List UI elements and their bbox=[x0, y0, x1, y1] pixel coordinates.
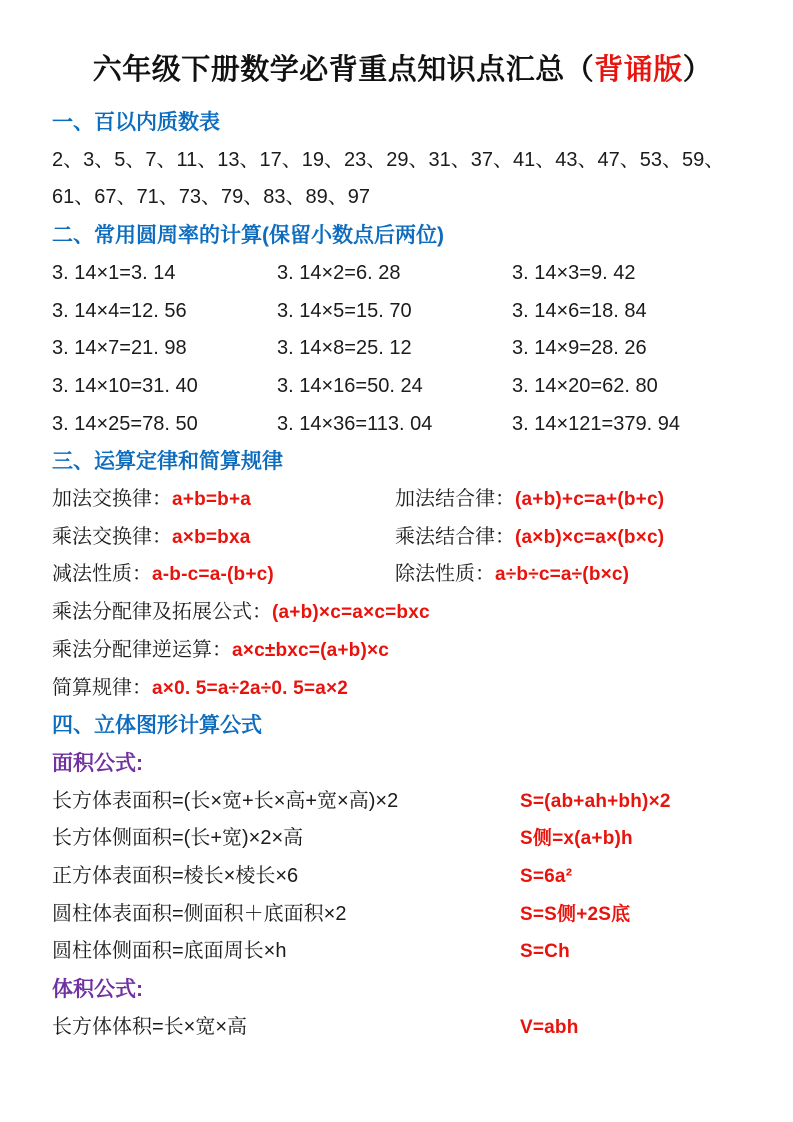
law-item bbox=[395, 519, 753, 557]
formula-cn: 长方体体积=长×宽×高 bbox=[52, 1015, 248, 1038]
law-row bbox=[52, 519, 753, 557]
pi-table bbox=[52, 255, 753, 444]
law-formula: a+b=b+a bbox=[172, 489, 252, 511]
pi-equation: 3. 14×5=15. 70 bbox=[277, 299, 412, 322]
law-row bbox=[52, 556, 753, 594]
section-3-heading: 三、运算定律和简算规律 bbox=[52, 450, 283, 474]
primes-line-2: 61、67、71、73、79、83、89、97 bbox=[52, 186, 370, 209]
law-row bbox=[52, 481, 753, 519]
law-label: 简算规律： bbox=[52, 676, 152, 699]
law-item bbox=[395, 556, 753, 594]
law-row bbox=[52, 632, 753, 670]
pi-equation: 3. 14×6=18. 84 bbox=[512, 299, 647, 322]
law-row bbox=[52, 670, 753, 708]
pi-equation: 3. 14×9=28. 26 bbox=[512, 337, 647, 360]
title-highlight: 背诵版 bbox=[594, 54, 683, 86]
pi-equation: 3. 14×20=62. 80 bbox=[512, 374, 658, 397]
law-label: 乘法结合律： bbox=[395, 525, 515, 548]
formula-cn: 正方体表面积=棱长×棱长×6 bbox=[52, 865, 299, 888]
formula-symbolic: S=(ab+ah+bh)×2 bbox=[520, 790, 671, 812]
law-row bbox=[52, 594, 753, 632]
formula-row bbox=[52, 820, 753, 858]
title-paren-close: ） bbox=[682, 54, 713, 86]
law-label: 加法交换律： bbox=[52, 488, 172, 511]
formula-symbolic: S=6a² bbox=[520, 866, 573, 888]
law-item bbox=[52, 519, 395, 557]
title-paren-open: （ bbox=[564, 54, 595, 86]
area-formulas-subheading: 面积公式: bbox=[52, 751, 143, 775]
law-label: 加法结合律： bbox=[395, 488, 515, 511]
law-label: 乘法分配律及拓展公式： bbox=[52, 601, 272, 624]
pi-equation: 3. 14×2=6. 28 bbox=[277, 261, 401, 284]
pi-equation: 3. 14×16=50. 24 bbox=[277, 374, 423, 397]
section-2-heading: 二、常用圆周率的计算(保留小数点后两位) bbox=[52, 224, 444, 248]
pi-equation: 3. 14×8=25. 12 bbox=[277, 337, 412, 360]
formula-row bbox=[52, 933, 753, 971]
law-formula: a-b-c=a-(b+c) bbox=[152, 564, 274, 586]
law-formula: a÷b÷c=a÷(b×c) bbox=[495, 564, 630, 586]
primes-line-1: 2、3、5、7、11、13、17、19、23、29、31、37、41、43、47、53、59、 bbox=[52, 148, 725, 171]
law-formula: a×c±bxc=(a+b)×c bbox=[232, 639, 390, 661]
pi-table-row bbox=[52, 293, 753, 331]
formula-row bbox=[52, 1009, 753, 1047]
law-label: 除法性质： bbox=[395, 563, 495, 586]
formula-cn: 长方体表面积=(长×宽+长×高+宽×高)×2 bbox=[52, 789, 399, 812]
law-item bbox=[52, 556, 395, 594]
law-item bbox=[395, 481, 753, 519]
pi-table-row bbox=[52, 255, 753, 293]
pi-table-row bbox=[52, 368, 753, 406]
section-1-heading: 一、百以内质数表 bbox=[52, 111, 220, 134]
volume-formulas-subheading: 体积公式: bbox=[52, 978, 143, 1002]
formula-cn: 圆柱体侧面积=底面周长×h bbox=[52, 940, 287, 963]
section-4-heading: 四、立体图形计算公式 bbox=[52, 714, 262, 738]
pi-equation: 3. 14×7=21. 98 bbox=[52, 337, 187, 360]
formula-row bbox=[52, 858, 753, 896]
title-text: 六年级下册数学必背重点知识点汇总 bbox=[92, 54, 565, 86]
law-item bbox=[52, 481, 395, 519]
formula-symbolic: V=abh bbox=[520, 1016, 579, 1038]
pi-equation: 3. 14×121=379. 94 bbox=[512, 412, 680, 435]
law-formula: a×b=bxa bbox=[172, 526, 251, 548]
law-formula: (a×b)×c=a×(b×c) bbox=[515, 526, 665, 548]
pi-equation: 3. 14×36=113. 04 bbox=[277, 412, 433, 435]
pi-equation: 3. 14×1=3. 14 bbox=[52, 261, 176, 284]
page-title bbox=[52, 0, 753, 92]
pi-equation: 3. 14×25=78. 50 bbox=[52, 412, 198, 435]
law-formula: a×0. 5=a÷2a÷0. 5=a×2 bbox=[152, 677, 349, 699]
law-label: 减法性质： bbox=[52, 563, 152, 586]
formula-cn: 圆柱体表面积=侧面积＋底面积×2 bbox=[52, 902, 347, 925]
pi-table-row bbox=[52, 406, 753, 444]
pi-table-row bbox=[52, 330, 753, 368]
formula-symbolic: S=S侧+2S底 bbox=[520, 903, 631, 925]
law-label: 乘法交换律： bbox=[52, 525, 172, 548]
formula-cn: 长方体侧面积=(长+宽)×2×高 bbox=[52, 827, 304, 850]
law-formula: (a+b)×c=a×c=bxc bbox=[272, 602, 430, 624]
pi-equation: 3. 14×10=31. 40 bbox=[52, 374, 198, 397]
formula-symbolic: S=Ch bbox=[520, 941, 570, 963]
formula-row bbox=[52, 783, 753, 821]
pi-equation: 3. 14×3=9. 42 bbox=[512, 261, 636, 284]
pi-equation: 3. 14×4=12. 56 bbox=[52, 299, 187, 322]
formula-symbolic: S侧=x(a+b)h bbox=[520, 828, 633, 850]
formula-row bbox=[52, 896, 753, 934]
law-label: 乘法分配律逆运算： bbox=[52, 638, 232, 661]
law-formula: (a+b)+c=a+(b+c) bbox=[515, 489, 665, 511]
